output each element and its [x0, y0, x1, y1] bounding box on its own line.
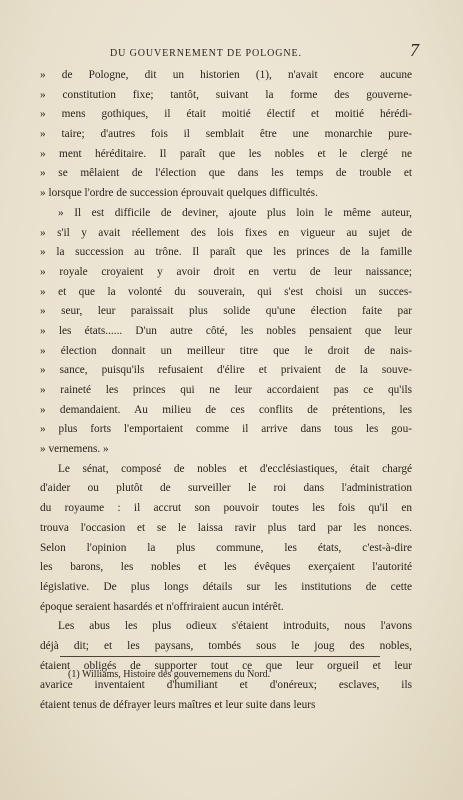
text-line: législative. De plus longs détails sur les institutions de cette: [40, 580, 412, 593]
text-line: » Il est difficile de deviner, ajoute plus loin le même auteur,: [58, 206, 412, 219]
text-line: étaient tenus de défrayer leurs maîtres et leur suite dans leurs: [40, 699, 316, 711]
running-title: DU GOUVERNEMENT DE POLOGNE.: [110, 48, 302, 59]
page-header: [60, 40, 423, 66]
text-line: » plus forts l'emportaient comme il arrive dans tous les gou-: [40, 423, 412, 436]
text-line: » s'il y avait réellement des lois fixes en vigueur au sujet de: [40, 226, 412, 239]
text-line: » vernemens. »: [40, 443, 109, 456]
text-line: » lorsque l'ordre de succession éprouvait quelques difficultés.: [40, 187, 318, 200]
page-number: 7: [410, 40, 419, 60]
text-line: » royale croyaient y avoir droit en vertu de leur naissance;: [40, 265, 412, 278]
text-line: » seur, leur paraissait plus solide qu'une élection faite par: [40, 305, 412, 318]
text-line: avarice inventaient d'humiliant et d'onéreux; esclaves, ils: [40, 679, 412, 692]
text-line: déjà dit; et les paysans, tombés sous le joug des nobles,: [40, 639, 412, 652]
text-line: Les abus les plus odieux s'étaient introduits, nous l'avons: [58, 620, 412, 633]
text-line: d'aider ou plutôt de surveiller le roi dans l'administration: [40, 482, 412, 495]
text-line: » mens gothiques, il était moitié électif et moitié hérédi-: [40, 108, 412, 121]
text-line: » et que la volonté du souverain, qui s'est choisi un succes-: [40, 285, 412, 298]
text-line: » se mêlaient de l'élection que dans les temps de trouble et: [40, 167, 412, 180]
text-line: époque seraient hasardés et n'offriraient aucun intérêt.: [40, 600, 284, 613]
text-line: » ment héréditaire. Il paraît que les nobles et le clergé ne: [40, 147, 412, 160]
text-line: » raineté les princes qui ne leur accordaient pas ce qu'ils: [40, 384, 412, 396]
text-line: » taire; d'autres fois il semblait être une monarchie pure-: [40, 128, 412, 141]
text-line: » la succession au trône. Il paraît que les princes de la famille: [40, 246, 412, 259]
text-line: du royaume : il accrut son pouvoir toutes les fois qu'il en: [40, 502, 412, 515]
text-line: » sance, puisqu'ils refusaient d'élire et privaient de la souve-: [40, 364, 412, 377]
text-line: » de Pologne, dit un historien (1), n'avait encore aucune: [40, 69, 412, 81]
body-text: [40, 66, 412, 716]
footnote-divider: [60, 656, 380, 657]
text-line: » élection donnait un meilleur titre que le droit de nais-: [40, 344, 412, 357]
text-line: trouva l'occasion et se le laissa ravir plus tard par les nonces.: [40, 521, 412, 534]
text-line: » constitution fixe; tantôt, suivant la forme des gouverne-: [40, 88, 412, 101]
text-line: Selon l'opinion la plus commune, les états, c'est-à-dire: [40, 541, 412, 554]
footnote: (1) Williams, Histoire des gouvernemens du Nord.: [68, 669, 271, 680]
text-line: les barons, les nobles et les évêques exerçaient l'autorité: [40, 561, 412, 574]
text-line: étaient obligés de supporter tout ce que leur orgueil et leur: [40, 659, 412, 672]
text-line: » les états...... D'un autre côté, les nobles pensaient que leur: [40, 324, 412, 337]
text-line: Le sénat, composé de nobles et d'ecclésiastiques, était chargé: [58, 462, 412, 475]
text-line: » demandaient. Au milieu de ces conflits de prétentions, les: [40, 403, 412, 416]
